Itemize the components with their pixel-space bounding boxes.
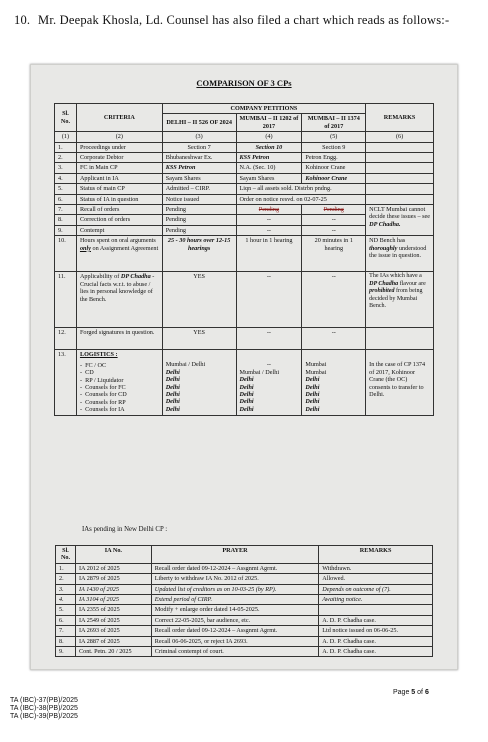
row-cp1: Pending	[162, 225, 236, 235]
row-remark	[366, 153, 434, 163]
logistics-cp2	[236, 350, 302, 415]
table-row	[55, 350, 434, 415]
remark-emphasis: prohibited	[369, 288, 395, 295]
logistics-item-label: FC / OC	[85, 361, 107, 369]
logistics-criteria	[76, 350, 162, 415]
row-cp1: Pending	[162, 205, 236, 215]
criteria-text: - Crucial facts w.r.t. to abuse / lies in personal knowledge of the Bench.	[79, 273, 155, 303]
ia-remark: Awaiting notice.	[319, 595, 433, 605]
row-criteria: Applicant in IA	[76, 173, 162, 183]
table-row	[55, 173, 434, 183]
row-sl: 2.	[55, 153, 77, 163]
paragraph-text: Mr. Deepak Khosla, Ld. Counsel has also filed a chart which reads as follows:-	[38, 13, 450, 27]
logistics-item: - RP / Liquidator	[79, 376, 124, 384]
index-cell: (6)	[366, 132, 434, 142]
logistics-value: Delhi	[165, 405, 180, 413]
table-row	[55, 142, 434, 152]
ia-sl: 8.	[56, 636, 76, 646]
logistics-title: LOGISTICS :	[79, 351, 118, 359]
logistics-value: Mumbai	[305, 368, 327, 376]
remark-text: from being decided by Mumbai Bench.	[369, 288, 423, 309]
logistics-item-label: Counsels for CD	[85, 391, 127, 399]
case-reference: TA (IBC)-39(PB)/2025	[10, 713, 78, 720]
page-number	[393, 689, 429, 697]
criteria-text: on Assignment Agreement	[90, 244, 159, 252]
logistics-value: Mumbai	[305, 361, 327, 369]
ia-number: IA 2355 of 2025	[75, 605, 151, 615]
row-cp1: Notice issued	[162, 194, 236, 204]
table-row	[55, 272, 434, 328]
logistics-value: Delhi	[165, 398, 180, 406]
table-row	[55, 163, 434, 173]
row-cp1: Admitted – CIRP.	[162, 184, 236, 194]
index-cell: (4)	[236, 132, 302, 142]
row-remark	[366, 236, 434, 272]
row-sl: 5.	[55, 184, 77, 194]
row-criteria: FC in Main CP	[76, 163, 162, 173]
merged-remark-italic: DP Chadha.	[369, 220, 401, 228]
row-sl: 4.	[55, 173, 77, 183]
table-row	[56, 626, 433, 636]
case-references	[10, 697, 78, 721]
remark-text: flavour are	[398, 280, 426, 287]
row-cp2: KSS Petron	[236, 153, 302, 163]
table-row	[56, 647, 433, 657]
logistics-value: Delhi	[165, 390, 180, 398]
row-criteria: Forged signatures in question.	[76, 328, 162, 350]
row-cp1: Pending	[162, 215, 236, 225]
logistics-value: Delhi	[305, 405, 320, 413]
logistics-item: - CD	[79, 369, 94, 377]
logistics-value: Delhi	[305, 390, 320, 398]
row-cp1: Bhubaneshwar Ex.	[162, 153, 236, 163]
row-cp2: --	[236, 272, 302, 328]
ia-number: IA 1430 of 2025	[75, 584, 151, 594]
table-row	[56, 584, 433, 594]
ia-number: IA 2879 of 2025	[75, 574, 151, 584]
merged-remark-text: NCLT Mumbai cannot decide these issues – see	[369, 206, 430, 221]
ia-prayer: Recall 06-06-2025, or reject IA 2693.	[151, 636, 318, 646]
row-cp2: --	[236, 225, 302, 235]
row-criteria: Contempt	[76, 225, 162, 235]
ia-number: Cont. Petn. 20 / 2025	[75, 647, 151, 657]
header-cp-delhi: DELHI – II 526 OF 2024	[162, 114, 236, 132]
page-label: of	[415, 689, 425, 696]
ia-remark: Allowed.	[319, 574, 433, 584]
header-company-petitions: COMPANY PETITIONS	[162, 104, 365, 114]
logistics-item: - Counsels for RP	[79, 398, 126, 406]
logistics-cp1	[162, 350, 236, 415]
ia-sl: 2.	[56, 574, 76, 584]
ia-sl: 4.	[56, 595, 76, 605]
row-cp3: Kohinoor Crane	[302, 173, 366, 183]
ia-sl: 7.	[56, 626, 76, 636]
ia-remark: Withdrawn.	[319, 563, 433, 573]
row-cp3: --	[302, 272, 366, 328]
ia-table	[55, 545, 433, 657]
remark-text: The IAs which have a	[369, 273, 422, 280]
logistics-value: Delhi	[165, 376, 180, 384]
row-sl: 3.	[55, 163, 77, 173]
ia-remark: Depends on outcome of (7).	[319, 584, 433, 594]
row-cp2: Section 10	[236, 142, 302, 152]
row-sl: 12.	[55, 328, 77, 350]
table-row	[56, 615, 433, 625]
ia-sl: 5.	[56, 605, 76, 615]
row-cp3: Section 9	[302, 142, 366, 152]
ia-number: IA 2549 of 2025	[75, 615, 151, 625]
row-cp2: --	[236, 328, 302, 350]
row-sl: 11.	[55, 272, 77, 328]
ia-prayer: Updated list of creditors as on 10-03-25 (by RP).	[151, 584, 318, 594]
ia-prayer: Recall order dated 09-12-2024 – Assgnmt Agrmt.	[151, 563, 318, 573]
row-criteria: Corporate Debtor	[76, 153, 162, 163]
case-reference: TA (IBC)-37(PB)/2025	[10, 697, 78, 704]
table-row	[56, 574, 433, 584]
logistics-item: - Counsels for FC	[79, 383, 126, 391]
case-reference: TA (IBC)-38(PB)/2025	[10, 705, 78, 712]
row-cp2: 1 hour in 1 hearing	[236, 236, 302, 272]
ia-header-sl: Sl. No.	[56, 546, 76, 564]
logistics-value: --	[266, 361, 271, 369]
logistics-value: Delhi	[165, 368, 180, 376]
ia-number: IA 2693 of 2025	[75, 626, 151, 636]
ia-prayer: Extend period of CIRP.	[151, 595, 318, 605]
ia-prayer: Liberty to withdraw IA No. 2012 of 2025.	[151, 574, 318, 584]
ia-heading: IAs pending in New Delhi CP :	[82, 526, 168, 533]
table-row	[55, 194, 434, 204]
row-cp3: --	[302, 225, 366, 235]
row-cp2: N.A. (Sec. 10)	[236, 163, 302, 173]
row-remark	[366, 328, 434, 350]
header-remarks: REMARKS	[366, 104, 434, 132]
header-sl: Sl. No.	[55, 104, 77, 132]
scanned-chart-image	[30, 64, 458, 670]
logistics-item: - Counsels for CD	[79, 391, 127, 399]
row-criteria: Status of IA in question	[76, 194, 162, 204]
row-cp3: Pending	[302, 205, 366, 215]
remark-text: understood the issue in question.	[369, 244, 427, 260]
logistics-item-label: Counsels for RP	[85, 398, 126, 406]
logistics-value: Delhi	[239, 383, 254, 391]
merged-remark	[366, 205, 434, 236]
row-cp3: 20 minutes in 1 hearing	[302, 236, 366, 272]
chart-title: COMPARISON OF 3 CPs	[196, 78, 292, 88]
criteria-emphasis: only	[79, 244, 91, 252]
criteria-text: Applicability of	[79, 273, 121, 281]
row-remark	[366, 142, 434, 152]
row-sl: 9.	[55, 225, 77, 235]
remark-text: ND Bench has	[369, 237, 406, 245]
ia-remark: A. D. P. Chadha case.	[319, 636, 433, 646]
table-row	[55, 236, 434, 272]
row-cp1: YES	[162, 328, 236, 350]
logistics-cp3	[302, 350, 366, 415]
header-cp-mumbai-1374: MUMBAI – II 1374 of 2017	[302, 114, 366, 132]
row-sl: 1.	[55, 142, 77, 152]
logistics-item-label: Counsels for IA	[85, 406, 125, 414]
row-criteria: Correction of orders	[76, 215, 162, 225]
row-sl: 10.	[55, 236, 77, 272]
row-cp3: --	[302, 328, 366, 350]
ia-prayer: Recall order dated 09-12-2024 – Assgnmt Agrmt.	[151, 626, 318, 636]
row-cp1: KSS Petron	[162, 163, 236, 173]
ia-remark	[319, 605, 433, 615]
row-cp1: YES	[162, 272, 236, 328]
row-remark	[366, 163, 434, 173]
logistics-item-label: RP / Liquidator	[85, 376, 124, 384]
logistics-item: - Counsels for IA	[79, 406, 125, 414]
row-cp1: Sayam Shares	[162, 173, 236, 183]
logistics-value: Delhi	[305, 376, 320, 384]
row-criteria: Status of main CP	[76, 184, 162, 194]
ia-header-remarks: REMARKS	[319, 546, 433, 564]
paragraph-number: 10.	[14, 13, 31, 27]
row-remark	[366, 173, 434, 183]
row-sl: 7.	[55, 205, 77, 215]
ia-remark: Ltd notice issued on 06-06-25.	[319, 626, 433, 636]
ia-remark: A. D. P. Chadha case.	[319, 647, 433, 657]
ia-header-ia: IA No.	[75, 546, 151, 564]
ia-number: IA 2012 of 2025	[75, 563, 151, 573]
row-cp3: --	[302, 215, 366, 225]
row-cp2: --	[236, 215, 302, 225]
ia-remark: A. D. P. Chadha case.	[319, 615, 433, 625]
page-label: Page	[393, 689, 412, 696]
row-criteria: Proceedings under	[76, 142, 162, 152]
index-cell: (5)	[302, 132, 366, 142]
criteria-emphasis: DP Chadha	[120, 273, 151, 281]
row-sl: 13.	[55, 350, 77, 415]
table-row	[55, 205, 434, 215]
table-row	[56, 636, 433, 646]
row-remark	[366, 194, 434, 204]
logistics-value: Delhi	[305, 383, 320, 391]
logistics-value: Delhi	[239, 390, 254, 398]
ia-number: IA 2887 of 2025	[75, 636, 151, 646]
remark-emphasis: thoroughly	[369, 244, 398, 252]
row-sl: 6.	[55, 194, 77, 204]
ia-number: IA 3104 of 2025	[75, 595, 151, 605]
row-sl: 8.	[55, 215, 77, 225]
ia-sl: 3.	[56, 584, 76, 594]
logistics-value: Mumbai / Delhi	[239, 368, 280, 376]
row-cp-merged: Liqn – all assets sold. Distrbn pndng.	[236, 184, 366, 194]
logistics-value: Delhi	[239, 398, 254, 406]
row-remark	[366, 272, 434, 328]
logistics-value: Delhi	[165, 383, 180, 391]
row-cp1: 25 - 30 hours over 12-15 hearings	[162, 236, 236, 272]
logistics-remark: In the case of CP 1374 of 2017, Kohinoor Crane (the OC) consents to transfer to Delhi.	[366, 350, 434, 415]
index-cell: (1)	[55, 132, 77, 142]
row-cp2: Sayam Shares	[236, 173, 302, 183]
ia-sl: 1.	[56, 563, 76, 573]
ia-sl: 9.	[56, 647, 76, 657]
ia-header-prayer: PRAYER	[151, 546, 318, 564]
row-cp3: Kohinoor Crane	[302, 163, 366, 173]
page-total: 6	[424, 689, 429, 696]
ia-prayer: Criminal contempt of court.	[151, 647, 318, 657]
logistics-value: Mumbai / Delhi	[165, 361, 206, 369]
table-row	[55, 328, 434, 350]
logistics-item-label: Counsels for FC	[85, 383, 126, 391]
ia-sl: 6.	[56, 615, 76, 625]
logistics-value: Delhi	[239, 376, 254, 384]
table-row	[55, 184, 434, 194]
row-criteria: Recall of orders	[76, 205, 162, 215]
table-row	[56, 563, 433, 573]
header-cp-mumbai-1202: MUMBAI – II 1202 of 2017	[236, 114, 302, 132]
comparison-table	[54, 103, 434, 416]
index-cell: (2)	[76, 132, 162, 142]
table-row	[55, 153, 434, 163]
row-cp3: Petron Engg.	[302, 153, 366, 163]
logistics-item-label: CD	[85, 369, 94, 377]
index-cell: (3)	[162, 132, 236, 142]
row-criteria	[76, 272, 162, 328]
logistics-value: Delhi	[239, 405, 254, 413]
header-criteria: CRITERIA	[76, 104, 162, 132]
row-cp1: Section 7	[162, 142, 236, 152]
table-row	[56, 605, 433, 615]
table-row	[56, 595, 433, 605]
row-cp-merged: Order on notice resvd. on 02-07-25	[236, 194, 366, 204]
row-cp2: Pending	[236, 205, 302, 215]
ia-prayer: Correct 22-05-2025, bar audience, etc.	[151, 615, 318, 625]
paragraph-10	[14, 10, 464, 30]
page-current: 5	[411, 689, 416, 696]
remark-emphasis: DP Chadha	[369, 280, 399, 287]
criteria-text: Hours spent on oral arguments	[79, 237, 156, 245]
logistics-item: - FC / OC	[79, 361, 107, 369]
ia-prayer: Modify + enlarge order dated 14-05-2025.	[151, 605, 318, 615]
row-criteria	[76, 236, 162, 272]
logistics-value: Delhi	[305, 398, 320, 406]
row-remark	[366, 184, 434, 194]
